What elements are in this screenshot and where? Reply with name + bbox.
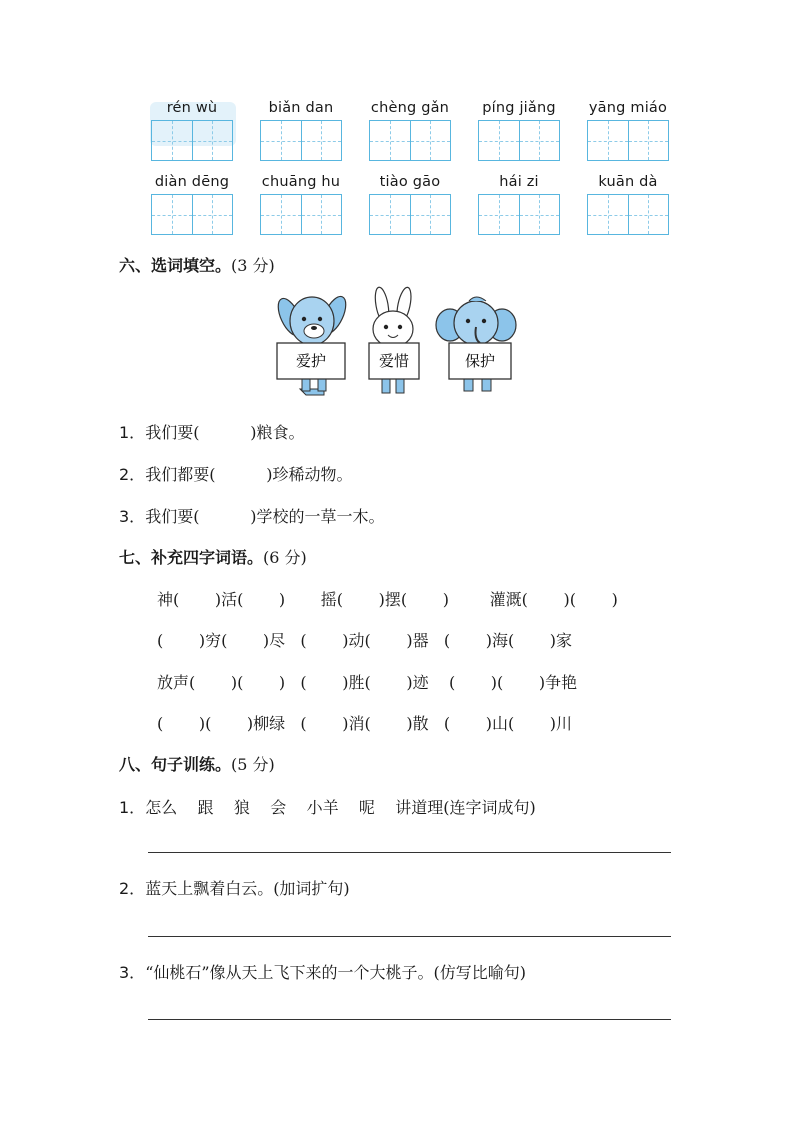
- section-6-question-3[interactable]: [119, 504, 385, 527]
- pinyin-label: biǎn dan: [268, 100, 334, 116]
- dog-illustration: [274, 293, 351, 395]
- pinyin-cell: [475, 100, 563, 170]
- writing-box-pair[interactable]: [478, 120, 560, 161]
- section-8-question-2: [119, 876, 350, 899]
- pinyin-cell: [584, 174, 672, 244]
- answer-line[interactable]: [148, 852, 671, 853]
- section-6-question-1[interactable]: [119, 420, 305, 443]
- section-8-question-1: [119, 795, 536, 818]
- pinyin-cell: [475, 174, 563, 244]
- pinyin-cell: [148, 174, 236, 244]
- pinyin-label: yāng miáo: [588, 100, 668, 116]
- question-number: 3．: [119, 507, 146, 526]
- question-text: 我们要( )粮食。: [145, 423, 305, 442]
- section-7-heading: [119, 545, 307, 568]
- idiom-fill-row[interactable]: ( )( )柳绿 ( )消( )散 ( )山( )川: [157, 714, 573, 733]
- animals-holding-signs: [274, 285, 524, 405]
- question-number: 3．: [119, 963, 146, 982]
- pinyin-label: kuān dà: [598, 174, 658, 190]
- section-8-question-3: [119, 960, 526, 983]
- question-text: “仙桃石”像从天上飞下来的一个大桃子。(仿写比喻句): [145, 963, 527, 982]
- idiom-fill-row[interactable]: 神( )活( ) 摇( )摆( ) 灌溉( )( ): [157, 590, 618, 609]
- section-title: 六、选词填空。: [119, 256, 232, 275]
- question-number: 2．: [119, 879, 146, 898]
- pinyin-cell: [584, 100, 672, 170]
- sign-label: 爱惜: [378, 352, 410, 370]
- elephant-illustration: [436, 297, 516, 391]
- section-6-question-2[interactable]: [119, 462, 353, 485]
- writing-box-pair[interactable]: [260, 120, 342, 161]
- section-score: (6 分): [263, 548, 307, 567]
- rabbit-illustration: [369, 286, 419, 393]
- question-number: 1．: [119, 798, 146, 817]
- section-title: 七、补充四字词语。: [119, 548, 264, 567]
- section-score: (3 分): [231, 256, 275, 275]
- pinyin-cell: [366, 174, 454, 244]
- writing-box-pair[interactable]: [478, 194, 560, 235]
- sign-label: 保护: [464, 352, 496, 370]
- pinyin-label: hái zi: [499, 174, 539, 190]
- writing-box-pair[interactable]: [260, 194, 342, 235]
- pinyin-cell: [148, 100, 236, 170]
- question-number: 1．: [119, 423, 146, 442]
- writing-box-pair[interactable]: [369, 194, 451, 235]
- writing-box-pair[interactable]: [151, 194, 233, 235]
- question-text: 怎么 跟 狼 会 小羊 呢 讲道理(连字词成句): [145, 798, 536, 817]
- section-8-heading: [119, 752, 275, 775]
- pinyin-grid-row-1: [148, 100, 673, 170]
- question-number: 2．: [119, 465, 146, 484]
- pinyin-label: chuāng hu: [261, 174, 341, 190]
- writing-box-pair[interactable]: [587, 194, 669, 235]
- pinyin-label: píng jiǎng: [482, 100, 556, 116]
- idiom-fill-row[interactable]: 放声( )( ) ( )胜( )迹 ( )( )争艳: [157, 673, 578, 692]
- pinyin-grid-row-2: [148, 174, 673, 244]
- section-6-heading: [119, 253, 275, 276]
- pinyin-label: rén wù: [166, 100, 218, 116]
- section-title: 八、句子训练。: [119, 755, 232, 774]
- pinyin-cell: [257, 100, 345, 170]
- question-text: 我们都要( )珍稀动物。: [145, 465, 353, 484]
- question-text: 我们要( )学校的一草一木。: [145, 507, 385, 526]
- pinyin-label: chèng gǎn: [370, 100, 450, 116]
- answer-line[interactable]: [148, 1019, 671, 1020]
- writing-box-pair[interactable]: [369, 120, 451, 161]
- pinyin-cell: [366, 100, 454, 170]
- idiom-fill-row[interactable]: ( )穷( )尽 ( )动( )器 ( )海( )家: [157, 631, 573, 650]
- writing-box-pair[interactable]: [587, 120, 669, 161]
- question-text: 蓝天上飘着白云。(加词扩句): [145, 879, 350, 898]
- section-score: (5 分): [231, 755, 275, 774]
- sign-label: 爱护: [295, 352, 327, 370]
- answer-line[interactable]: [148, 936, 671, 937]
- writing-box-pair[interactable]: [151, 120, 233, 161]
- pinyin-label: diàn dēng: [154, 174, 230, 190]
- pinyin-label: tiào gāo: [379, 174, 441, 190]
- pinyin-cell: [257, 174, 345, 244]
